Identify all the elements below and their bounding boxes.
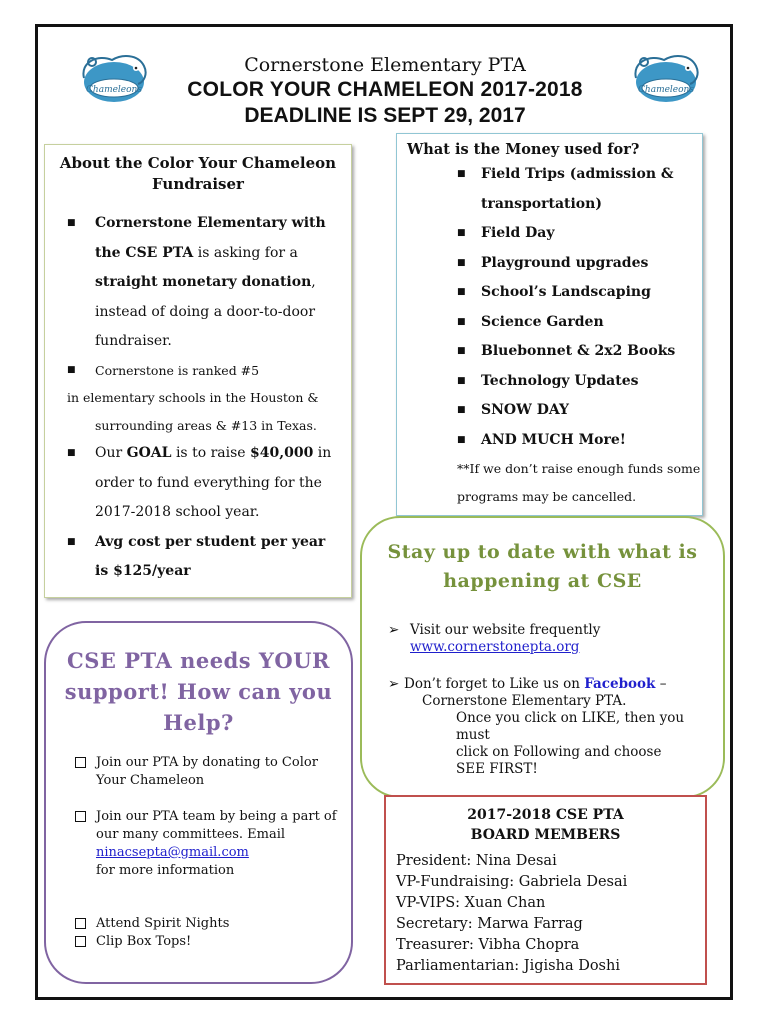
stay-updated-box	[360, 516, 725, 798]
stay-title: Stay up to date with what is happening at CSE	[387, 541, 698, 592]
bullet-square-icon: ■	[457, 316, 466, 327]
money-note: **If we don’t raise enough funds some programs may be cancelled.	[457, 461, 701, 504]
bullet-square-icon: ■	[67, 218, 76, 228]
money-item: ■ School’s Landscaping	[397, 278, 702, 308]
money-item: ■ Bluebonnet & 2x2 Books	[397, 337, 702, 367]
board-member: Secretary: Marwa Farrag	[396, 916, 583, 932]
bullet-square-icon: ■	[457, 169, 466, 179]
website-row: ➢ Visit our website frequently www.cornerstonepta.org	[388, 622, 601, 655]
bullet-square-icon: ■	[67, 364, 76, 375]
about-fundraiser-box	[44, 144, 352, 598]
bullet-square-icon: ■	[457, 434, 466, 445]
about-item-cost: ■ Avg cost per student per year is $125/year	[45, 528, 343, 587]
money-item: ■ Technology Updates	[397, 367, 702, 397]
support-title: CSE PTA needs YOUR support! How can you Help?	[64, 648, 333, 735]
money-title: What is the Money used for?	[407, 141, 640, 158]
bullet-square-icon: ■	[67, 448, 76, 458]
website-link[interactable]: www.cornerstonepta.org	[410, 639, 580, 655]
about-list	[45, 209, 351, 587]
support-item-committees: Join our PTA team by being a part of our many committees. Email ninacsepta@gmail.com for more information	[96, 808, 346, 880]
support-box	[44, 621, 353, 984]
board-member: Parliamentarian: Jigisha Doshi	[396, 958, 620, 974]
email-link[interactable]: ninacsepta@gmail.com	[96, 845, 249, 860]
money-item: ■ Field Day	[397, 219, 702, 249]
deadline-title: DEADLINE IS SEPT 29, 2017	[244, 104, 526, 127]
bullet-square-icon: ■	[457, 346, 466, 356]
checkbox-icon[interactable]	[75, 811, 86, 822]
money-item: ■ SNOW DAY	[397, 396, 702, 426]
about-item-goal: ■ Our GOAL is to raise $40,000 in order to fund everything for the 2017-2018 school year.	[45, 439, 343, 528]
logo-text: Chameleons	[86, 85, 142, 95]
facebook-row: ➢ Don’t forget to Like us on Facebook – Cornerstone Elementary PTA. Once you click on LIKE, then you must click on Following and choose SEE FIRST!	[388, 676, 685, 777]
money-item: ■ Field Trips (admission & transportation)	[397, 160, 702, 219]
checkbox-icon[interactable]	[75, 936, 86, 947]
org-name: Cornerstone Elementary PTA	[244, 54, 526, 76]
board-member: VP-Fundraising: Gabriela Desai	[396, 874, 628, 890]
chameleon-logo-right	[630, 48, 702, 110]
board-members-box	[384, 795, 707, 985]
bullet-square-icon: ■	[67, 536, 76, 547]
board-member: Treasurer: Vibha Chopra	[396, 937, 580, 953]
arrow-bullet-icon: ➢	[388, 622, 400, 638]
board-member: VP-VIPS: Xuan Chan	[396, 895, 546, 911]
support-item-box-tops: Clip Box Tops!	[96, 933, 346, 951]
money-item: ■ Science Garden	[397, 308, 702, 338]
money-list	[397, 160, 702, 455]
money-item: ■ AND MUCH More!	[397, 426, 702, 456]
about-item-ranking: ■ Cornerstone is ranked #5 in elementary schools in the Houston & surrounding areas & #13 in Texas.	[45, 357, 343, 440]
money-item: ■ Playground upgrades	[397, 249, 702, 279]
checkbox-icon[interactable]	[75, 918, 86, 929]
support-item-spirit-nights: Attend Spirit Nights	[96, 915, 346, 933]
logo-text: Chameleons	[638, 85, 694, 95]
money-usage-box	[396, 133, 703, 516]
event-title: COLOR YOUR CHAMELEON 2017-2018	[187, 78, 583, 101]
board-member-list	[396, 851, 705, 977]
support-item-donate: Join our PTA by donating to Color Your Chameleon	[96, 754, 346, 790]
bullet-square-icon: ■	[457, 375, 466, 386]
chameleon-logo-left	[78, 48, 150, 110]
arrow-bullet-icon: ➢	[388, 676, 400, 692]
about-title: About the Color Your Chameleon Fundraiser	[59, 154, 337, 193]
checkbox-icon[interactable]	[75, 757, 86, 768]
bullet-square-icon: ■	[457, 257, 466, 268]
facebook-link[interactable]: Facebook	[584, 676, 656, 692]
about-item-donation: ■ Cornerstone Elementary with the CSE PTA is asking for a straight monetary donation, instead of doing a door-to-door fundraiser.	[45, 209, 343, 357]
board-member: President: Nina Desai	[396, 853, 557, 869]
board-title: 2017-2018 CSE PTA BOARD MEMBERS	[467, 807, 624, 843]
bullet-square-icon: ■	[457, 287, 466, 297]
bullet-square-icon: ■	[457, 405, 466, 415]
bullet-square-icon: ■	[457, 228, 466, 238]
